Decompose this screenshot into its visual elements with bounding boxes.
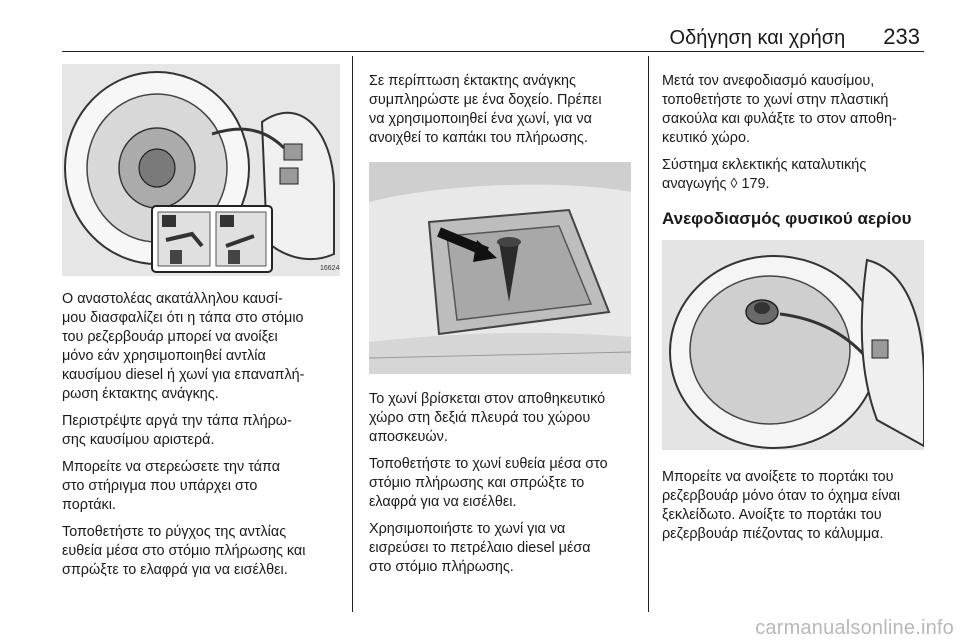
paragraph-scr-reference	[662, 156, 928, 194]
funnel-storage-figure	[369, 162, 631, 374]
page-ref-icon: ◊	[730, 176, 738, 192]
funnel-storage-illustration	[369, 162, 631, 374]
column-divider-2	[648, 56, 649, 612]
gas-filler-figure	[662, 240, 924, 450]
paragraph-insert-nozzle: Τοποθετήστε το ρύγχος της αντλίας ευθεία μέσα στο στόμιο πλήρωσης και σπρώξτε το ελαφρά για να εισέλθει.	[62, 524, 306, 578]
paragraph-insert-funnel: Τοποθετήστε το χωνί ευθεία μέσα στο στόμιο πλήρωσης και σπρώξτε το ελαφρά για να εισέλθει.	[369, 456, 608, 510]
middle-column-text	[369, 390, 639, 577]
paragraph-emergency-refill: Σε περίπτωση έκτακτης ανάγκης συμπληρώστε με ένα δοχείο. Πρέπει να χρησιμοποιηθεί ένα χωνί, για να ανοιχθεί το καπάκι του πλήρωσης.	[369, 73, 602, 146]
middle-column	[369, 72, 639, 585]
header-rule	[62, 51, 924, 52]
scr-text: Σύστημα εκλεκτικής καταλυτικής αναγωγής	[662, 157, 867, 192]
page-number: 233	[883, 24, 920, 49]
running-title: Οδήγηση και χρήση	[669, 27, 846, 49]
watermark: carmanualsonline.info	[755, 617, 954, 639]
section-heading-natural-gas: Ανεφοδιασμός φυσικού αερίου	[662, 209, 912, 228]
column-divider-1	[352, 56, 353, 612]
paragraph-after-refuel: Μετά τον ανεφοδιασμό καυσίμου, τοποθετήστε το χωνί στην πλαστική σακούλα και φυλάξτε το στον αποθη- κευτικό χώρο.	[662, 73, 897, 146]
paragraph-use-funnel: Χρησιμοποιήστε το χωνί για να εισρεύσει το πετρέλαιο diesel μέσα στο στόμιο πλήρωσης.	[369, 521, 591, 575]
left-column	[62, 64, 342, 588]
fuel-cap-figure	[62, 64, 340, 276]
paragraph-rotate-cap: Περιστρέψτε αργά την τάπα πλήρω- σης καυσίμου αριστερά.	[62, 413, 292, 448]
scr-page-ref: 179.	[737, 176, 770, 192]
paragraph-cap-holder: Μπορείτε να στερεώσετε την τάπα στο στήριγμα που υπάρχει στο πορτάκι.	[62, 459, 281, 513]
fuel-cap-illustration	[62, 64, 340, 276]
gas-filler-illustration	[662, 240, 924, 450]
right-column	[662, 72, 928, 552]
left-column-text	[62, 290, 342, 580]
paragraph-funnel-location: Το χωνί βρίσκεται στον αποθηκευτικό χώρο στη δεξιά πλευρά του χώρου αποσκευών.	[369, 391, 606, 445]
paragraph-misfuel-inhibitor: Ο αναστολέας ακατάλληλου καυσί- μου διασφαλίζει ότι η τάπα στο στόμιο του ρεζερβουάρ μπορεί να ανοίξει μόνο εάν χρησιμοποιηθεί αντλία καυσίμου diesel ή χωνί για επαναπλή- ρωση έκτακτης ανάγκης.	[62, 291, 305, 402]
paragraph-gas-door: Μπορείτε να ανοίξετε το πορτάκι του ρεζερβουάρ μόνο όταν το όχημα είναι ξεκλείδωτο. Ανοίξτε το πορτάκι του ρεζερβουάρ πιέζοντας το κάλυμμα.	[662, 469, 901, 542]
page-header	[0, 24, 920, 54]
figure-label: 16624	[320, 265, 340, 272]
